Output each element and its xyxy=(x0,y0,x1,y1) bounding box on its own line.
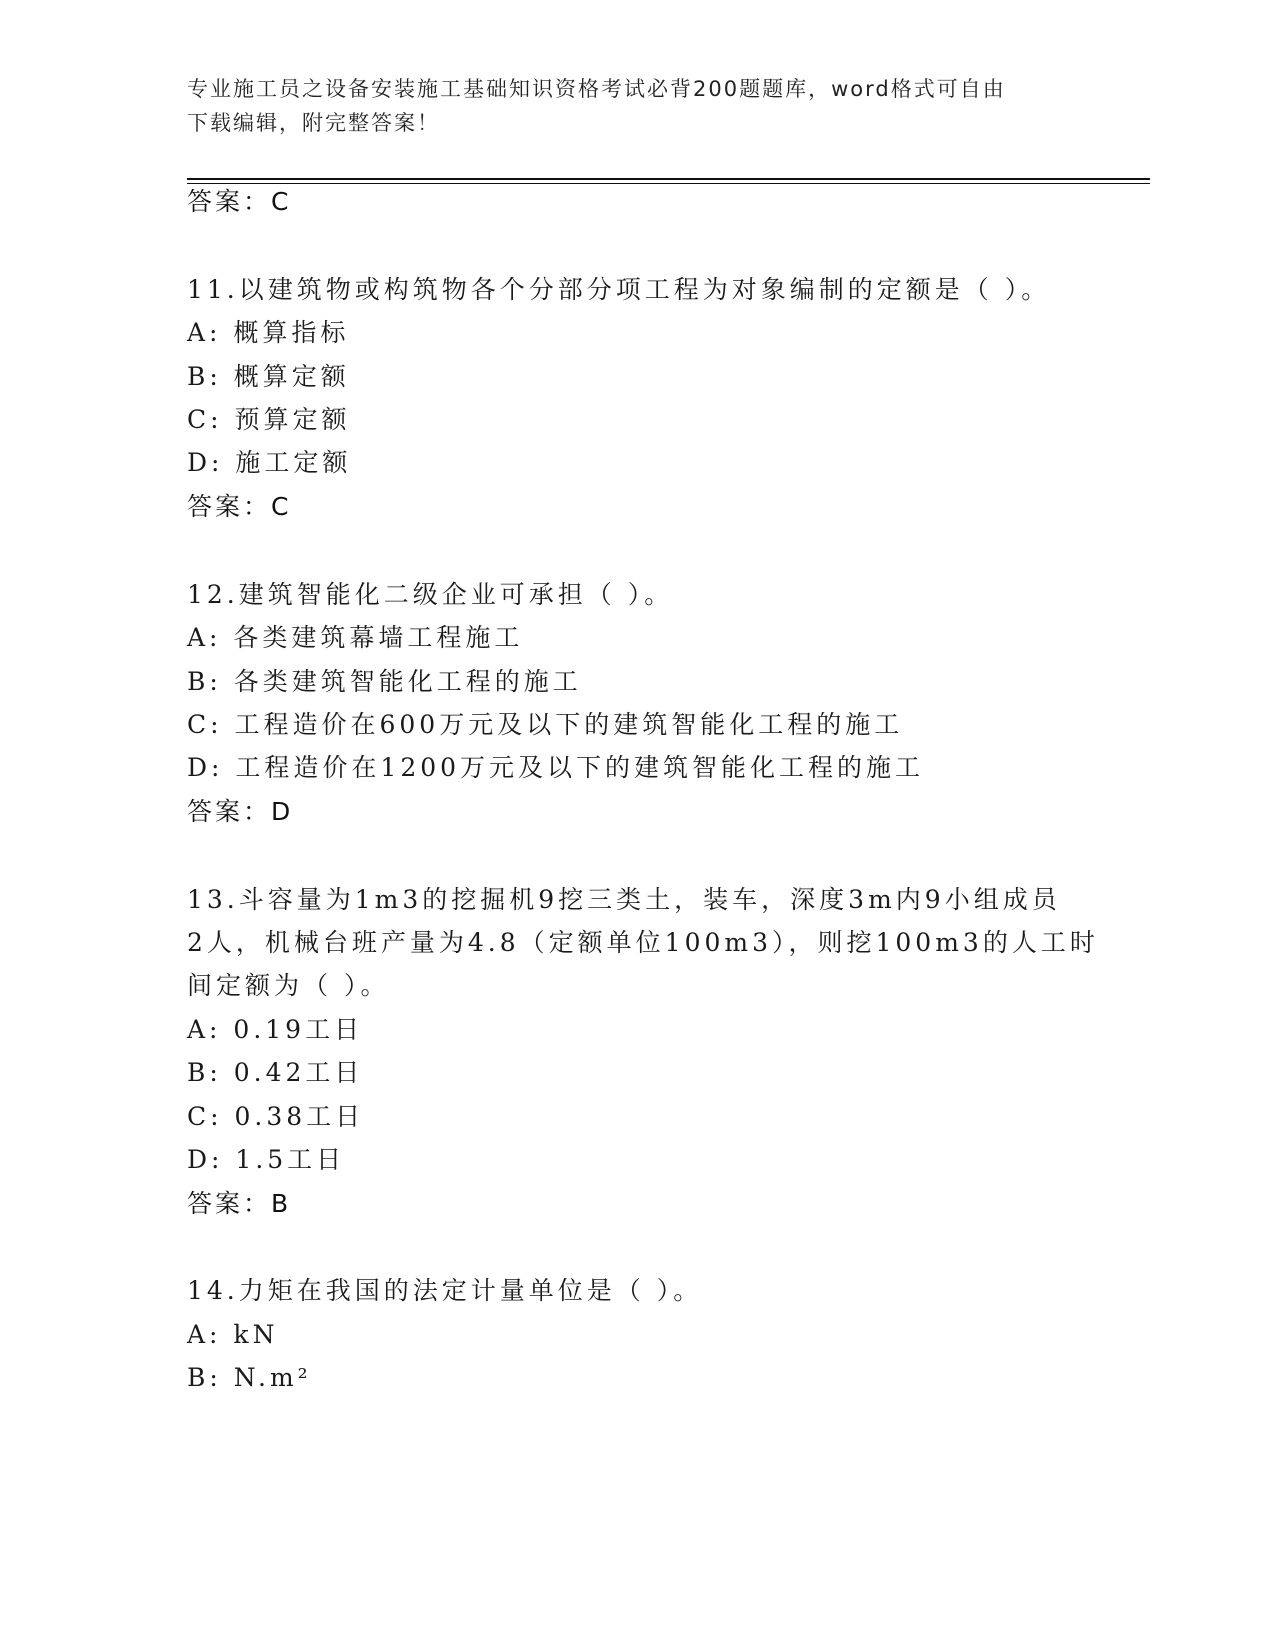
option-c: C: 工程造价在600万元及以下的建筑智能化工程的施工 xyxy=(187,710,904,739)
question-stem: 14.力矩在我国的法定计量单位是（ ）。 xyxy=(187,1276,703,1305)
option-d: D: 1.5工日 xyxy=(187,1145,346,1174)
answer-line: 答案：B xyxy=(187,1189,292,1218)
option-c: C: 0.38工日 xyxy=(187,1102,365,1131)
document-header xyxy=(187,72,1067,140)
question-stem: 12.建筑智能化二级企业可承担（ ）。 xyxy=(187,580,674,609)
answer-line: 答案：C xyxy=(187,492,292,521)
question-stem: 11.以建筑物或构筑物各个分部分项工程为对象编制的定额是（ ）。 xyxy=(187,275,1051,304)
header-rule-thick xyxy=(187,178,1150,180)
option-d: D: 施工定额 xyxy=(187,448,352,477)
option-b: B: 0.42工日 xyxy=(187,1058,364,1087)
question-stem-line-1: 13.斗容量为1m3的挖掘机9挖三类土，装车，深度3m内9小组成员 xyxy=(187,885,1061,914)
header-line-2: 下载编辑，附完整答案！ xyxy=(187,111,440,135)
option-b: B: 各类建筑智能化工程的施工 xyxy=(187,667,582,696)
answer-line: 答案：C xyxy=(187,187,292,216)
answer-line: 答案：D xyxy=(187,797,294,826)
option-a: A: kN xyxy=(187,1320,279,1349)
option-b: B: 概算定额 xyxy=(187,362,350,391)
header-line-1: 专业施工员之设备安装施工基础知识资格考试必背200题题库，word格式可自由 xyxy=(187,77,1006,101)
option-a: A: 0.19工日 xyxy=(187,1015,364,1044)
option-c: C: 预算定额 xyxy=(187,405,351,434)
header-rule-thin xyxy=(187,183,1150,184)
question-stem-line-3: 间定额为（ ）。 xyxy=(187,971,390,1000)
option-d: D: 工程造价在1200万元及以下的建筑智能化工程的施工 xyxy=(187,753,925,782)
question-stem-line-2: 2人，机械台班产量为4.8（定额单位100m3），则挖100m3的人工时 xyxy=(187,928,1099,957)
option-a: A: 各类建筑幕墙工程施工 xyxy=(187,623,524,652)
option-b: B: N.m² xyxy=(187,1363,312,1392)
option-a: A: 概算指标 xyxy=(187,318,350,347)
